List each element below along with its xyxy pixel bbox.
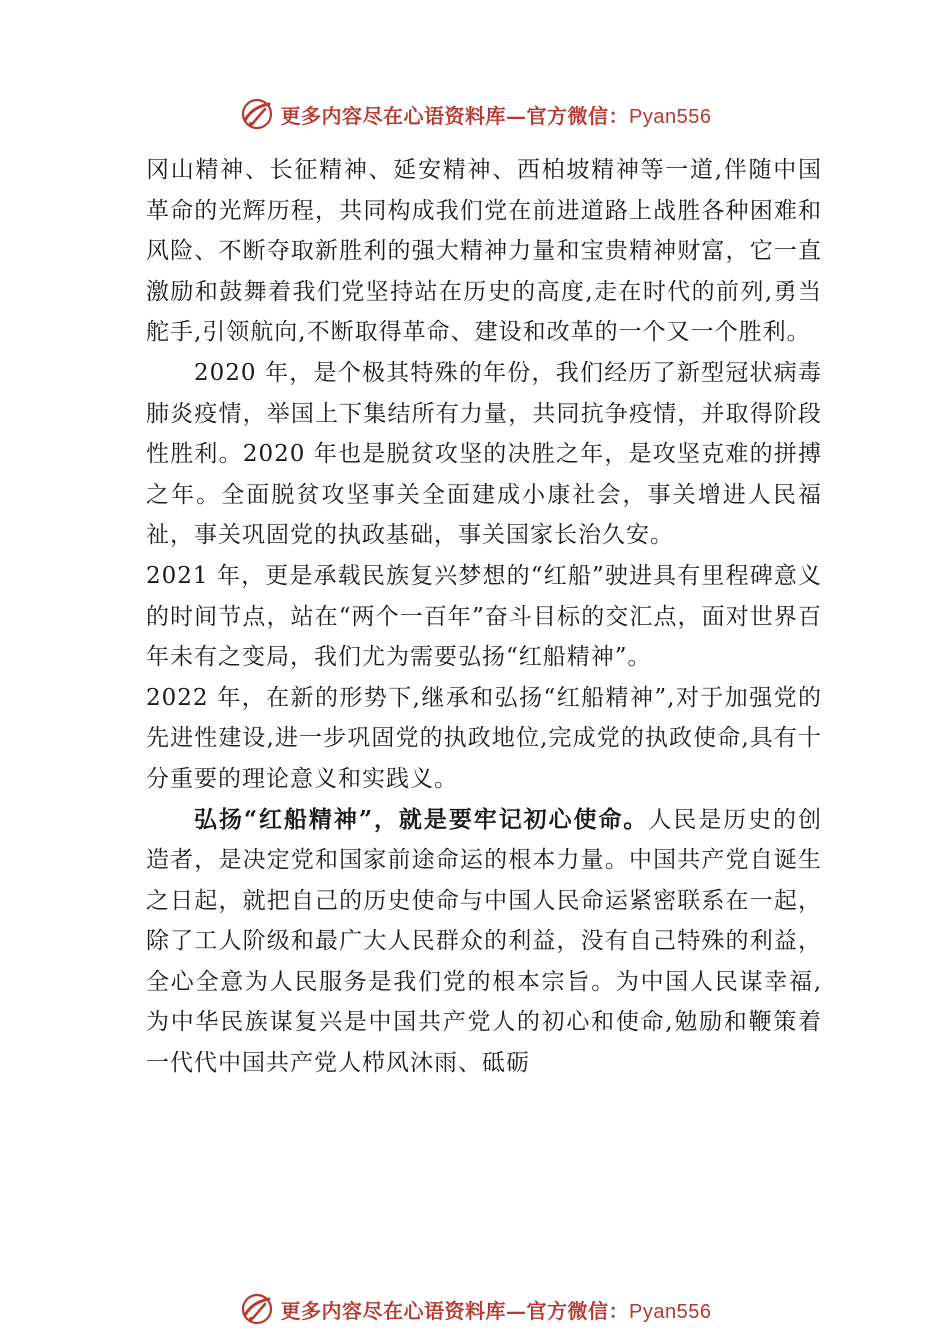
brush-logo-icon <box>239 1291 275 1327</box>
paragraph-4: 2022 年，在新的形势下,继承和弘扬“红船精神”,对于加强党的先进性建设,进一步巩固党的执政地位,完成党的执政使命,具有十分重要的理论意义和实践义。 <box>146 684 822 792</box>
paragraph-5-text: 人民是历史的创造者，是决定党和国家前途命运的根本力量。中国共产党自诞生之日起，就把自己的历史使命与中国人民命运紧密联系在一起，除了工人阶级和最广大人民群众的利益，没有自己特殊的利益，全心全意为人民服务是我们党的根本宗旨。为中国人民谋幸福,为中华民族谋复兴是中国共产党人的初心和使命,勉励和鞭策着一代代中国共产党人栉风沐雨、砥砺 <box>146 806 822 1077</box>
paragraph-5 <box>146 800 822 1084</box>
paragraph-1: 冈山精神、长征精神、延安精神、西柏坡精神等一道,伴随中国革命的光辉历程，共同构成我们党在前进道路上战胜各种困难和风险、不断夺取新胜利的强大精神力量和宝贵精神财富，它一直激励和鼓舞着我们党坚持站在历史的高度,走在时代的前列,勇当舵手,引领航向,不断取得革命、建设和改革的一个又一个胜利。 <box>146 157 822 346</box>
footer-banner-text: 更多内容尽在心语资料库—官方微信：Pyan556 <box>280 1298 712 1323</box>
header-banner-text: 更多内容尽在心语资料库—官方微信：Pyan556 <box>280 103 712 128</box>
footer-banner <box>0 1287 950 1331</box>
document-body <box>146 150 822 1084</box>
brush-logo-icon <box>239 96 275 132</box>
paragraph-3: 2021 年，更是承载民族复兴梦想的“红船”驶进具有里程碑意义的时间节点，站在“两个一百年”奋斗目标的交汇点，面对世界百年未有之变局，我们尤为需要弘扬“红船精神”。 <box>146 562 822 671</box>
paragraph-5-heading: 弘扬“红船精神”，就是要牢记初心使命。 <box>194 805 649 833</box>
header-banner <box>0 92 950 136</box>
header-wechat-id: Pyan556 <box>629 105 712 128</box>
footer-wechat-id: Pyan556 <box>629 1300 712 1323</box>
paragraph-2: 2020 年，是个极其特殊的年份，我们经历了新型冠状病毒肺炎疫情，举国上下集结所有力量，共同抗争疫情，并取得阶段性胜利。2020 年也是脱贫攻坚的决胜之年，是攻坚克难的拼搏之年。全面脱贫攻坚事关全面建成小康社会，事关增进人民福祉，事关巩固党的执政基础，事关国家长治久安。 <box>146 359 822 549</box>
